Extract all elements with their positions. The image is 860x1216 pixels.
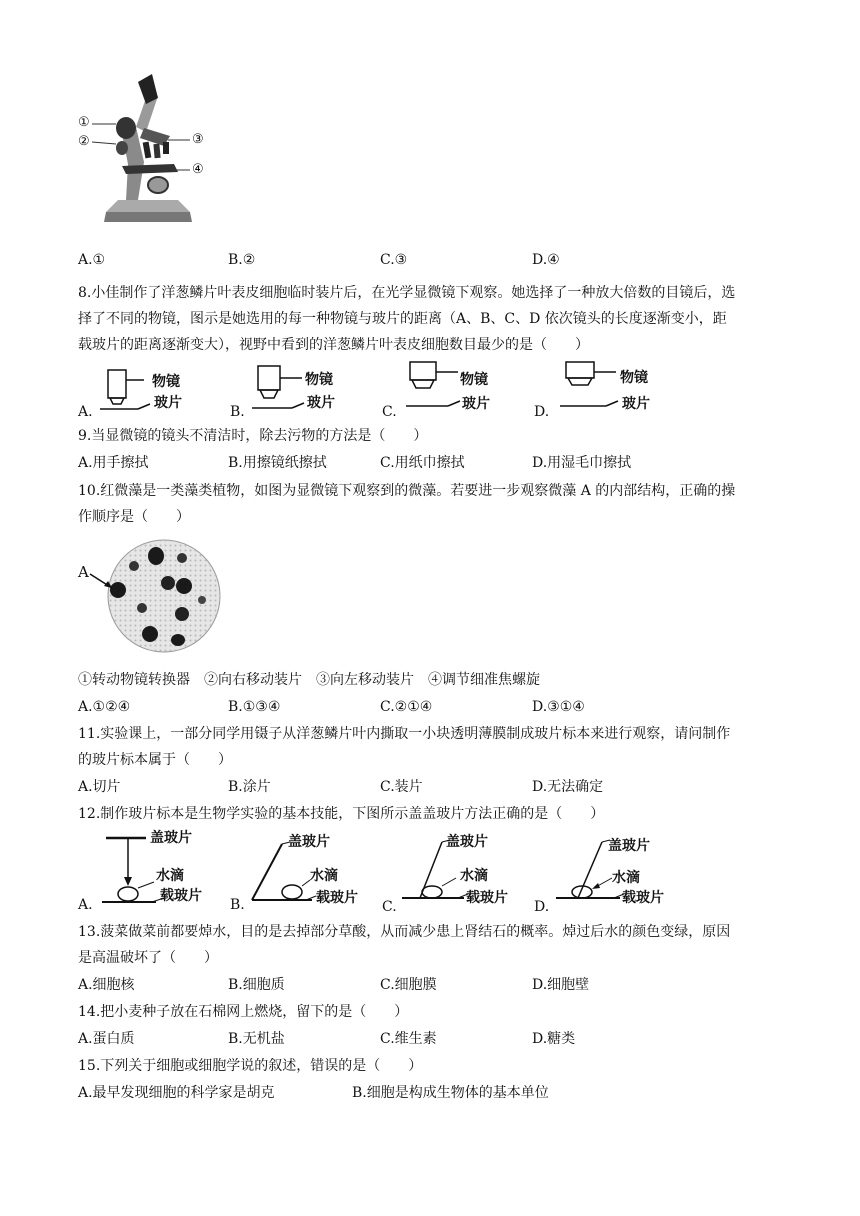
- q8-a-label-slide: 玻片: [154, 395, 182, 411]
- marker-4: ④: [192, 162, 204, 177]
- q14-option-c[interactable]: C.维生素: [380, 1031, 437, 1047]
- marker-3: ③: [192, 132, 204, 147]
- q9-option-b[interactable]: B.用擦镜纸擦拭: [228, 455, 327, 471]
- q13-line-1: 13.菠菜做菜前都要焯水，目的是去掉部分草酸，从而减少患上肾结石的概率。焯过后水的颜色变绿，原因: [78, 924, 731, 940]
- q8-c-label-slide: 玻片: [462, 396, 490, 412]
- q12-b-label-slide: 载玻片: [316, 890, 358, 906]
- q7-option-a[interactable]: A.①: [78, 252, 106, 268]
- q12-c-label-water: 水滴: [460, 868, 488, 884]
- q8-line-3: 载玻片的距离逐渐变大），视野中看到的洋葱鳞片叶表皮细胞数目最少的是（ ）: [78, 337, 589, 353]
- microalgae-figure: [78, 538, 228, 658]
- q12-d-label-water: 水滴: [612, 870, 640, 886]
- q8-figure-option-c[interactable]: C.: [382, 404, 397, 420]
- q10-option-a[interactable]: A.①②④: [78, 699, 131, 715]
- q10-option-c[interactable]: C.②①④: [380, 699, 433, 715]
- q10-option-d[interactable]: D.③①④: [532, 699, 585, 715]
- q15-option-b[interactable]: B.细胞是构成生物体的基本单位: [352, 1085, 549, 1101]
- microscope-illustration: [78, 72, 218, 232]
- q9-option-d[interactable]: D.用湿毛巾擦拭: [532, 455, 632, 471]
- q8-objective-d: [556, 358, 676, 414]
- q12-figure-option-d[interactable]: D.: [534, 899, 550, 915]
- q12-a-label-cover: 盖玻片: [150, 830, 192, 846]
- q8-objective-c: [400, 358, 510, 414]
- q13-option-b[interactable]: B.细胞质: [228, 977, 285, 993]
- q12-a-label-water: 水滴: [156, 868, 184, 884]
- q12-d-label-cover: 盖玻片: [608, 838, 650, 854]
- q7-option-c[interactable]: C.③: [380, 252, 408, 268]
- q7-option-d[interactable]: D.④: [532, 252, 560, 268]
- q8-figure-option-d[interactable]: D.: [534, 404, 550, 420]
- q10-steps: ①转动物镜转换器 ②向右移动装片 ③向左移动装片 ④调节细准焦螺旋: [78, 672, 540, 688]
- q14-option-a[interactable]: A.蛋白质: [78, 1031, 135, 1047]
- q14-option-b[interactable]: B.无机盐: [228, 1031, 285, 1047]
- q11-line-1: 11.实验课上，一部分同学用镊子从洋葱鳞片叶内撕取一小块透明薄膜制成玻片标本来进行观察，请问制作: [78, 726, 731, 742]
- q15-option-a[interactable]: A.最早发现细胞的科学家是胡克: [78, 1085, 275, 1101]
- microscope-figure: [78, 72, 218, 232]
- q12-b-label-cover: 盖玻片: [288, 834, 330, 850]
- q12-d-label-slide: 载玻片: [622, 890, 664, 906]
- q15-stem: 15.下列关于细胞或细胞学说的叙述，错误的是（ ）: [78, 1058, 423, 1074]
- q12-c-label-cover: 盖玻片: [446, 834, 488, 850]
- q8-figure-option-b[interactable]: B.: [230, 404, 245, 420]
- q9-option-a[interactable]: A.用手擦拭: [78, 455, 149, 471]
- q9-option-c[interactable]: C.用纸巾擦拭: [380, 455, 465, 471]
- q13-option-a[interactable]: A.细胞核: [78, 977, 135, 993]
- q11-option-a[interactable]: A.切片: [78, 779, 121, 795]
- q10-line-1: 10.红微藻是一类藻类植物，如图为显微镜下观察到的微藻。若要进一步观察微藻 A 的内部结构，正确的操: [78, 483, 736, 499]
- q11-option-c[interactable]: C.装片: [380, 779, 423, 795]
- q8-b-label-slide: 玻片: [307, 395, 335, 411]
- q10-line-2: 作顺序是（ ）: [78, 509, 190, 525]
- q12-figure-option-b[interactable]: B.: [230, 897, 245, 913]
- q13-option-c[interactable]: C.细胞膜: [380, 977, 437, 993]
- q9-stem: 9.当显微镜的镜头不清洁时，除去污物的方法是（ ）: [78, 428, 428, 444]
- q8-line-2: 择了不同的物镜，图示是她选用的每一种物镜与玻片的距离（A、B、C、D 依次镜头的长度逐渐变小，距: [78, 311, 727, 327]
- q8-figure-option-a[interactable]: A.: [78, 404, 93, 420]
- alga-a-marker: A: [78, 563, 89, 581]
- q13-option-d[interactable]: D.细胞壁: [532, 977, 590, 993]
- q12-figure-option-c[interactable]: C.: [382, 899, 397, 915]
- q8-b-label-objective: 物镜: [305, 372, 333, 388]
- q8-a-label-objective: 物镜: [152, 374, 180, 390]
- q14-option-d[interactable]: D.糖类: [532, 1031, 576, 1047]
- q8-d-label-slide: 玻片: [622, 396, 650, 412]
- microscope-field-view: [78, 538, 228, 658]
- q12-b-label-water: 水滴: [310, 868, 338, 884]
- q7-option-b[interactable]: B.②: [228, 252, 256, 268]
- q8-d-label-objective: 物镜: [620, 370, 648, 386]
- marker-1: ①: [78, 115, 90, 130]
- q13-line-2: 是高温破坏了（ ）: [78, 950, 218, 966]
- q11-line-2: 的玻片标本属于（ ）: [78, 752, 232, 768]
- q10-option-b[interactable]: B.①③④: [228, 699, 281, 715]
- q12-a-label-slide: 载玻片: [160, 888, 202, 904]
- q12-figure-option-a[interactable]: A.: [78, 897, 93, 913]
- q14-stem: 14.把小麦种子放在石棉网上燃烧，留下的是（ ）: [78, 1004, 409, 1020]
- q8-c-label-objective: 物镜: [460, 372, 488, 388]
- q11-option-d[interactable]: D.无法确定: [532, 779, 604, 795]
- q8-line-1: 8.小佳制作了洋葱鳞片叶表皮细胞临时装片后，在光学显微镜下观察。她选择了一种放大倍数的目镜后，选: [78, 285, 736, 301]
- q12-c-label-slide: 载玻片: [466, 890, 508, 906]
- marker-2: ②: [78, 134, 90, 149]
- q11-option-b[interactable]: B.涂片: [228, 779, 271, 795]
- q12-stem: 12.制作玻片标本是生物学实验的基本技能，下图所示盖盖玻片方法正确的是（ ）: [78, 806, 605, 822]
